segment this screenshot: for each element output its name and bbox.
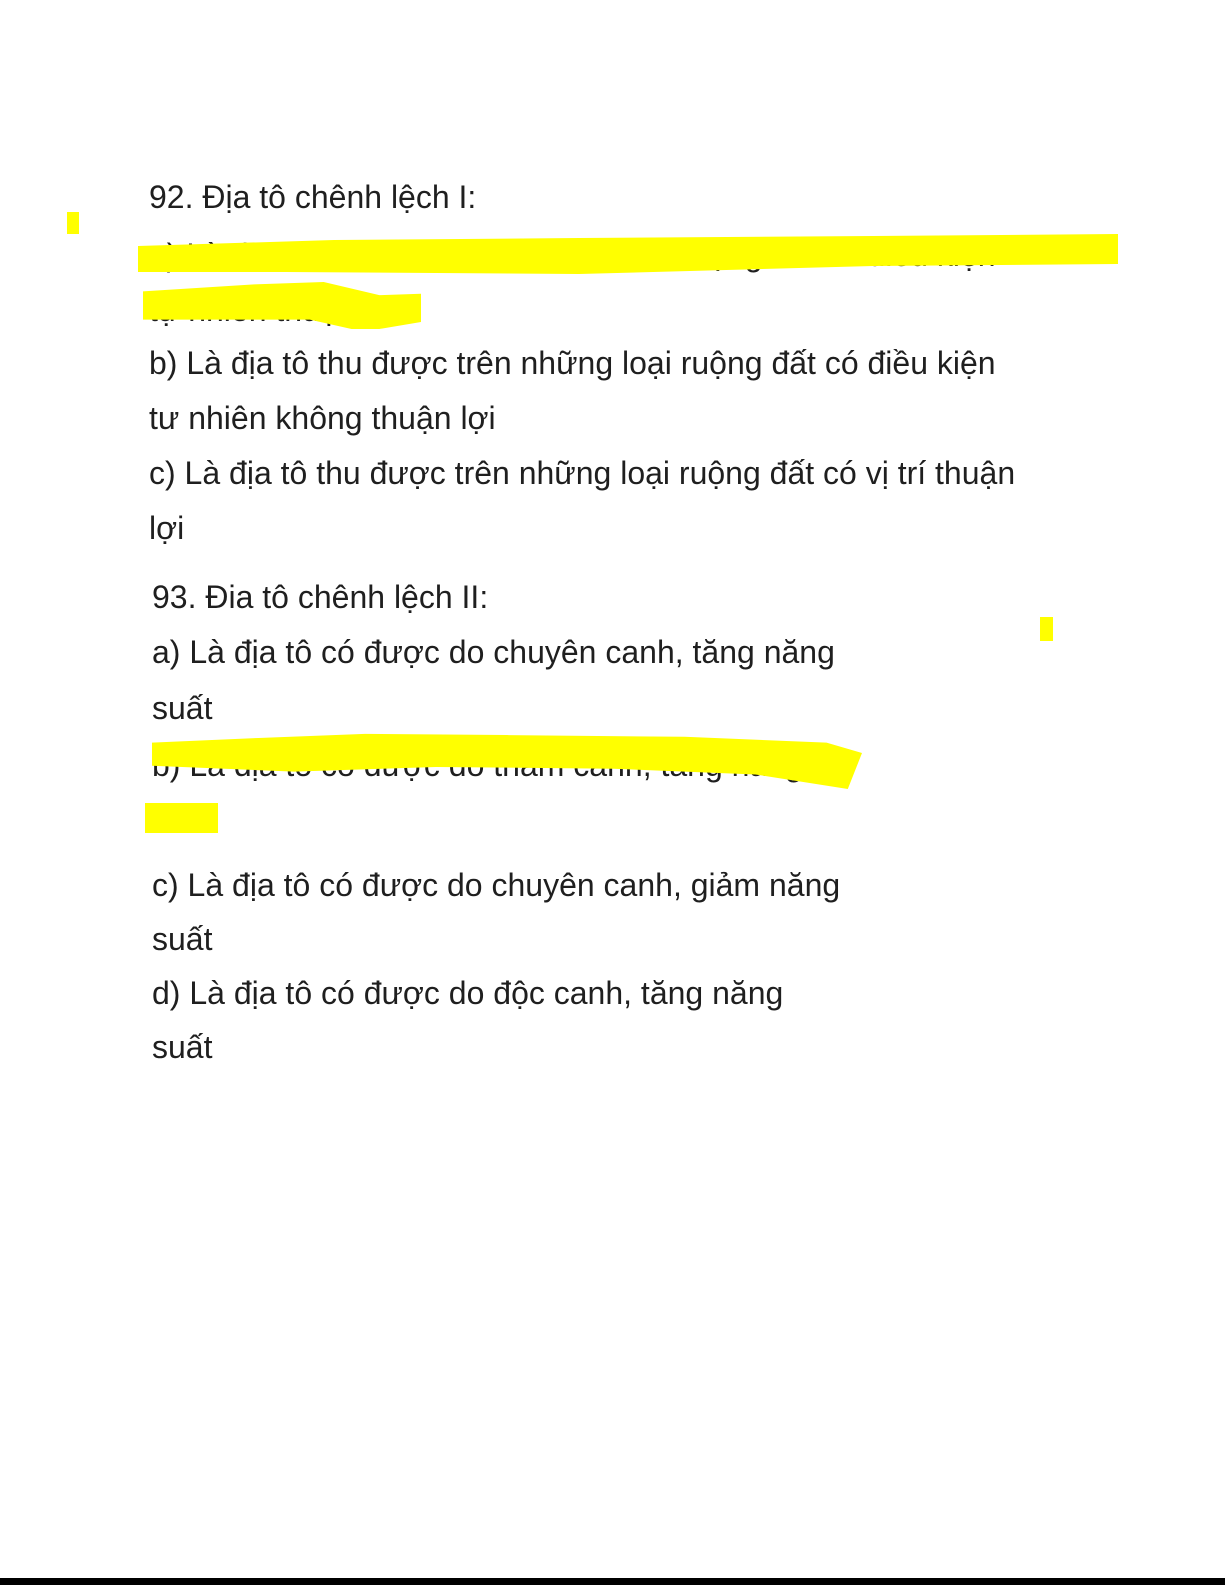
page-bottom-rule <box>0 1578 1225 1585</box>
question-93-title: 93. Đia tô chênh lệch II: <box>152 579 489 615</box>
highlight-mark <box>67 212 79 234</box>
q93-option-c-line2: suất <box>152 921 213 957</box>
q92-option-b-line2: tư nhiên không thuận lợi <box>149 400 496 436</box>
highlight-mark <box>145 803 218 833</box>
question-92-title: 92. Địa tô chênh lệch I: <box>149 179 477 215</box>
q93-option-c-line1: c) Là địa tô có được do chuyên canh, giảm năng <box>152 867 841 903</box>
q93-option-a-line2: suất <box>152 690 213 726</box>
q92-option-b-line1: b) Là địa tô thu được trên những loại ruộng đất có điều kiện <box>149 345 996 381</box>
q92-option-c-line2: lợi <box>149 510 185 546</box>
q93-option-d-line1: d) Là địa tô có được do độc canh, tăng năng <box>152 975 784 1011</box>
highlight-mark <box>1040 617 1053 641</box>
q93-option-a-line1: a) Là địa tô có được do chuyên canh, tăng năng <box>152 634 835 670</box>
q93-option-d-line2: suất <box>152 1029 213 1065</box>
q92-option-c-line1: c) Là địa tô thu được trên những loại ruộng đất có vị trí thuận <box>149 455 1016 491</box>
